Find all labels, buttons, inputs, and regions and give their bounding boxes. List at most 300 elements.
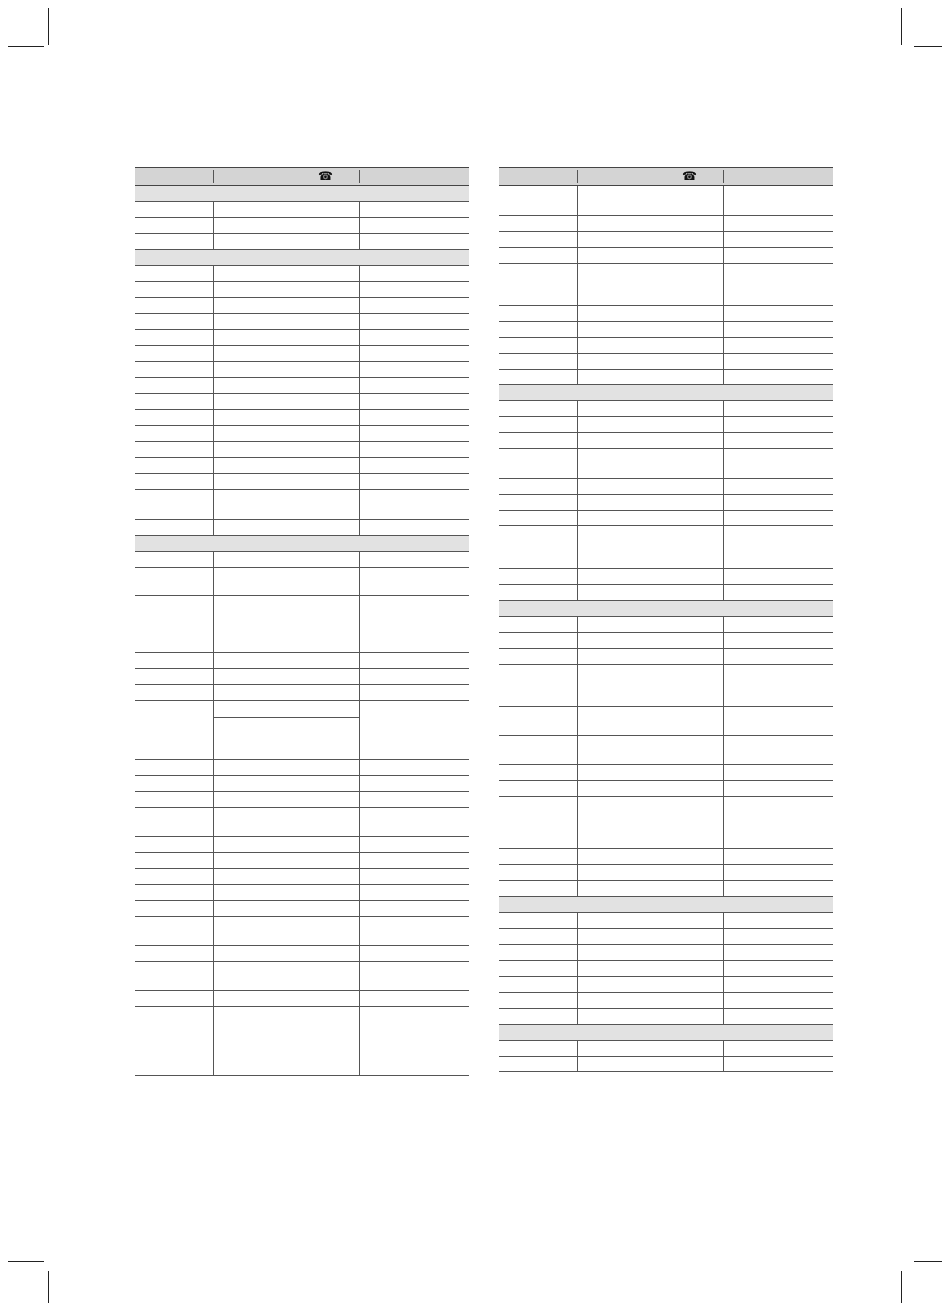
country-cell	[135, 282, 214, 297]
web-cell	[724, 849, 833, 864]
phone-cell	[214, 962, 360, 990]
country-cell	[499, 797, 578, 848]
table-row	[135, 776, 469, 792]
table-row	[499, 216, 833, 232]
web-cell	[360, 442, 469, 457]
country-cell	[135, 760, 214, 775]
table-row	[135, 266, 469, 282]
table-row	[499, 849, 833, 865]
crop-mark	[914, 1261, 942, 1262]
web-cell	[360, 776, 469, 791]
web-cell	[724, 633, 833, 648]
table-row	[499, 526, 833, 569]
web-cell	[724, 617, 833, 632]
table-row	[135, 282, 469, 298]
phone-cell	[214, 442, 360, 457]
web-cell	[724, 354, 833, 369]
phone-cell	[214, 520, 360, 535]
table-row	[499, 264, 833, 306]
country-cell	[135, 202, 214, 217]
country-cell	[135, 917, 214, 945]
country-cell	[499, 569, 578, 584]
table-row	[135, 1007, 469, 1076]
web-cell	[724, 707, 833, 735]
phone-cell	[578, 417, 724, 432]
country-cell	[499, 1057, 578, 1071]
phone-cell	[578, 495, 724, 510]
web-cell	[360, 962, 469, 990]
country-cell	[499, 433, 578, 448]
country-cell	[135, 266, 214, 281]
contact-table-left	[135, 167, 469, 1076]
country-cell	[499, 945, 578, 960]
phone-cell	[578, 961, 724, 976]
phone-cell	[214, 901, 360, 916]
country-cell	[499, 495, 578, 510]
phone-cell	[578, 354, 724, 369]
web-cell	[360, 991, 469, 1006]
phone-cell	[214, 808, 360, 836]
phone-cell	[578, 585, 724, 600]
phone-cell	[578, 945, 724, 960]
phone-cell	[578, 913, 724, 928]
phone-cell	[214, 837, 360, 852]
web-cell	[360, 669, 469, 684]
web-cell	[724, 569, 833, 584]
phone-cell	[214, 685, 360, 700]
table-row	[135, 901, 469, 917]
country-cell	[499, 417, 578, 432]
country-cell	[135, 808, 214, 836]
country-cell	[135, 685, 214, 700]
crop-mark	[901, 8, 902, 45]
country-cell	[499, 849, 578, 864]
web-cell	[360, 298, 469, 313]
table-row	[135, 202, 469, 218]
phone-cell	[214, 653, 360, 668]
country-cell	[499, 977, 578, 992]
web-cell	[724, 338, 833, 353]
phone-cell	[214, 776, 360, 791]
table-row	[499, 354, 833, 370]
web-cell	[360, 917, 469, 945]
phone-icon: ☎	[318, 169, 333, 183]
table-row	[499, 401, 833, 417]
phone-cell	[214, 792, 360, 807]
table-row	[135, 853, 469, 869]
country-cell	[499, 401, 578, 416]
country-cell	[499, 865, 578, 880]
country-cell	[499, 449, 578, 478]
country-cell	[499, 216, 578, 231]
table-row	[135, 596, 469, 653]
table-row	[135, 792, 469, 808]
country-cell	[499, 186, 578, 215]
country-cell	[135, 314, 214, 329]
phone-cell	[214, 991, 360, 1006]
web-cell	[360, 266, 469, 281]
country-cell	[135, 426, 214, 441]
table-header	[499, 167, 833, 186]
phone-cell	[578, 433, 724, 448]
phone-cell	[214, 458, 360, 473]
web-cell	[360, 394, 469, 409]
web-cell	[360, 234, 469, 249]
table-row	[135, 410, 469, 426]
phone-cell	[214, 234, 360, 249]
table-row	[499, 617, 833, 633]
country-cell	[499, 1041, 578, 1056]
country-cell	[135, 596, 214, 652]
web-cell	[360, 474, 469, 489]
table-row	[135, 330, 469, 346]
web-cell	[724, 401, 833, 416]
phone-cell	[214, 298, 360, 313]
country-cell	[499, 881, 578, 896]
table-row	[499, 977, 833, 993]
table-row	[135, 362, 469, 378]
phone-cell	[578, 216, 724, 231]
phone-cell	[214, 314, 360, 329]
phone-cell	[578, 797, 724, 848]
phone-cell	[214, 946, 360, 961]
web-cell	[360, 346, 469, 361]
phone-cell	[578, 306, 724, 321]
country-cell	[499, 781, 578, 796]
table-body	[499, 186, 833, 1072]
country-cell	[499, 617, 578, 632]
country-cell	[135, 962, 214, 990]
country-cell	[135, 792, 214, 807]
web-cell	[360, 202, 469, 217]
region-section-header	[499, 897, 833, 913]
table-row	[499, 781, 833, 797]
table-row	[135, 378, 469, 394]
phone-cell	[214, 669, 360, 684]
table-row	[135, 474, 469, 490]
phone-cell	[214, 490, 360, 519]
phone-cell	[214, 917, 360, 945]
country-cell	[499, 248, 578, 263]
table-row	[135, 808, 469, 837]
web-cell	[724, 781, 833, 796]
country-cell	[135, 701, 214, 759]
table-row	[499, 945, 833, 961]
country-cell	[135, 346, 214, 361]
country-cell	[135, 837, 214, 852]
table-row	[135, 946, 469, 962]
country-cell	[499, 707, 578, 735]
country-cell	[135, 298, 214, 313]
country-cell	[135, 885, 214, 900]
country-cell	[135, 442, 214, 457]
web-cell	[724, 665, 833, 706]
country-cell	[499, 649, 578, 664]
country-cell	[499, 633, 578, 648]
web-cell	[724, 929, 833, 944]
phone-cell	[214, 760, 360, 775]
web-cell	[360, 596, 469, 652]
country-cell	[499, 665, 578, 706]
web-cell	[360, 685, 469, 700]
phone-cell	[578, 977, 724, 992]
phone-cell	[578, 479, 724, 494]
phone-cell	[578, 707, 724, 735]
country-cell	[135, 520, 214, 535]
table-header	[135, 167, 469, 186]
web-cell	[724, 765, 833, 780]
region-section-header	[499, 1025, 833, 1041]
country-cell	[499, 526, 578, 568]
country-cell	[499, 993, 578, 1008]
phone-cell	[578, 248, 724, 263]
country-cell	[135, 330, 214, 345]
country-cell	[135, 776, 214, 791]
country-cell	[135, 1007, 214, 1075]
phone-cell	[214, 394, 360, 409]
country-cell	[499, 961, 578, 976]
web-cell	[360, 701, 469, 759]
country-cell	[499, 264, 578, 305]
web-cell	[360, 760, 469, 775]
web-cell	[360, 901, 469, 916]
web-cell	[360, 490, 469, 519]
phone-cell	[578, 338, 724, 353]
table-row	[135, 685, 469, 701]
web-cell	[724, 1057, 833, 1071]
country-cell	[135, 653, 214, 668]
web-cell	[360, 218, 469, 233]
country-cell	[499, 765, 578, 780]
table-row	[499, 338, 833, 354]
phone-cell	[578, 511, 724, 525]
phone-cell	[578, 865, 724, 880]
phone-cell	[578, 765, 724, 780]
web-cell	[724, 585, 833, 600]
table-row	[135, 653, 469, 669]
phone-cell	[578, 617, 724, 632]
country-cell	[135, 901, 214, 916]
table-row	[499, 881, 833, 897]
table-row	[135, 520, 469, 536]
web-cell	[724, 977, 833, 992]
table-row	[135, 837, 469, 853]
phone-cell	[578, 322, 724, 337]
web-cell	[724, 649, 833, 664]
web-cell	[360, 568, 469, 595]
web-cell	[724, 216, 833, 231]
web-cell	[360, 552, 469, 567]
country-cell	[135, 474, 214, 489]
region-section-header	[135, 186, 469, 202]
phone-cell	[578, 526, 724, 568]
phone-cell	[214, 1007, 360, 1075]
web-cell	[360, 314, 469, 329]
phone-cell	[214, 378, 360, 393]
contact-table-right	[499, 167, 833, 1072]
web-cell	[724, 797, 833, 848]
web-cell	[724, 1009, 833, 1024]
phone-cell	[578, 449, 724, 478]
phone-cell	[578, 736, 724, 764]
table-row	[499, 1009, 833, 1025]
country-cell	[499, 479, 578, 494]
country-cell	[499, 585, 578, 600]
phone-cell	[578, 1057, 724, 1071]
crop-mark	[914, 46, 942, 47]
table-row	[499, 479, 833, 495]
table-row	[499, 929, 833, 945]
phone-cell	[578, 781, 724, 796]
table-row	[499, 865, 833, 881]
web-cell	[724, 370, 833, 384]
web-cell	[724, 1041, 833, 1056]
table-row	[135, 552, 469, 568]
web-cell	[360, 410, 469, 425]
web-cell	[360, 808, 469, 836]
table-row	[135, 490, 469, 520]
phone-cell	[214, 202, 360, 217]
phone-cell	[214, 853, 360, 868]
phone-cell	[214, 885, 360, 900]
phone-cell	[578, 232, 724, 247]
phone-cell	[214, 596, 360, 652]
country-cell	[135, 552, 214, 567]
table-row	[499, 913, 833, 929]
country-cell	[499, 1009, 578, 1024]
web-cell	[360, 853, 469, 868]
web-cell	[724, 736, 833, 764]
web-cell	[360, 520, 469, 535]
country-cell	[499, 370, 578, 384]
table-row	[499, 993, 833, 1009]
table-row	[499, 765, 833, 781]
country-cell	[499, 736, 578, 764]
table-row	[499, 495, 833, 511]
web-cell	[724, 526, 833, 568]
country-cell	[499, 913, 578, 928]
country-cell	[135, 991, 214, 1006]
phone-cell	[578, 370, 724, 384]
table-row	[499, 1041, 833, 1057]
web-cell	[724, 945, 833, 960]
phone-cell	[214, 282, 360, 297]
country-cell	[499, 338, 578, 353]
country-cell	[499, 306, 578, 321]
table-row	[499, 322, 833, 338]
crop-mark	[901, 1271, 902, 1303]
table-row	[499, 370, 833, 385]
table-row	[135, 962, 469, 991]
country-cell	[135, 378, 214, 393]
web-cell	[724, 495, 833, 510]
table-row	[499, 649, 833, 665]
web-cell	[724, 306, 833, 321]
table-row	[135, 346, 469, 362]
country-cell	[135, 669, 214, 684]
table-row	[499, 433, 833, 449]
table-row	[499, 569, 833, 585]
phone-cell	[214, 474, 360, 489]
phone-subcell	[214, 701, 359, 718]
phone-cell	[578, 186, 724, 215]
web-cell	[360, 792, 469, 807]
country-cell	[135, 362, 214, 377]
table-row	[499, 306, 833, 322]
phone-cell	[578, 401, 724, 416]
region-section-header	[135, 536, 469, 552]
phone-cell	[578, 1009, 724, 1024]
web-cell	[724, 264, 833, 305]
web-cell	[360, 653, 469, 668]
web-cell	[360, 330, 469, 345]
table-row	[499, 186, 833, 216]
web-cell	[724, 449, 833, 478]
table-row	[499, 1057, 833, 1072]
country-cell	[135, 946, 214, 961]
phone-cell	[578, 569, 724, 584]
table-row	[499, 248, 833, 264]
phone-cell	[214, 568, 360, 595]
phone-cell	[578, 649, 724, 664]
table-row	[135, 218, 469, 234]
phone-cell	[578, 993, 724, 1008]
phone-cell	[578, 665, 724, 706]
phone-cell	[578, 929, 724, 944]
web-cell	[360, 1007, 469, 1075]
phone-cell	[578, 633, 724, 648]
country-cell	[135, 869, 214, 884]
table-row	[135, 991, 469, 1007]
table-row	[499, 633, 833, 649]
region-section-header	[135, 250, 469, 266]
table-row	[499, 961, 833, 977]
phone-cell	[578, 1041, 724, 1056]
table-row	[499, 585, 833, 601]
region-section-header	[499, 385, 833, 401]
phone-cell	[214, 869, 360, 884]
table-row	[499, 511, 833, 526]
table-row	[499, 232, 833, 248]
table-row	[135, 298, 469, 314]
country-cell	[135, 394, 214, 409]
web-cell	[724, 479, 833, 494]
web-cell	[724, 232, 833, 247]
phone-cell	[578, 881, 724, 896]
table-row	[135, 885, 469, 901]
country-cell	[499, 511, 578, 525]
web-cell	[360, 837, 469, 852]
phone-cell	[214, 346, 360, 361]
country-cell	[499, 322, 578, 337]
table-row	[135, 669, 469, 685]
web-cell	[360, 362, 469, 377]
web-cell	[724, 322, 833, 337]
table-row	[135, 442, 469, 458]
web-cell	[724, 865, 833, 880]
web-cell	[724, 913, 833, 928]
table-row	[135, 701, 469, 760]
web-cell	[360, 869, 469, 884]
country-cell	[135, 234, 214, 249]
web-cell	[360, 282, 469, 297]
web-cell	[360, 946, 469, 961]
crop-mark	[8, 1261, 44, 1262]
country-cell	[499, 232, 578, 247]
web-cell	[724, 186, 833, 215]
crop-mark	[48, 1271, 49, 1303]
phone-cell	[214, 362, 360, 377]
